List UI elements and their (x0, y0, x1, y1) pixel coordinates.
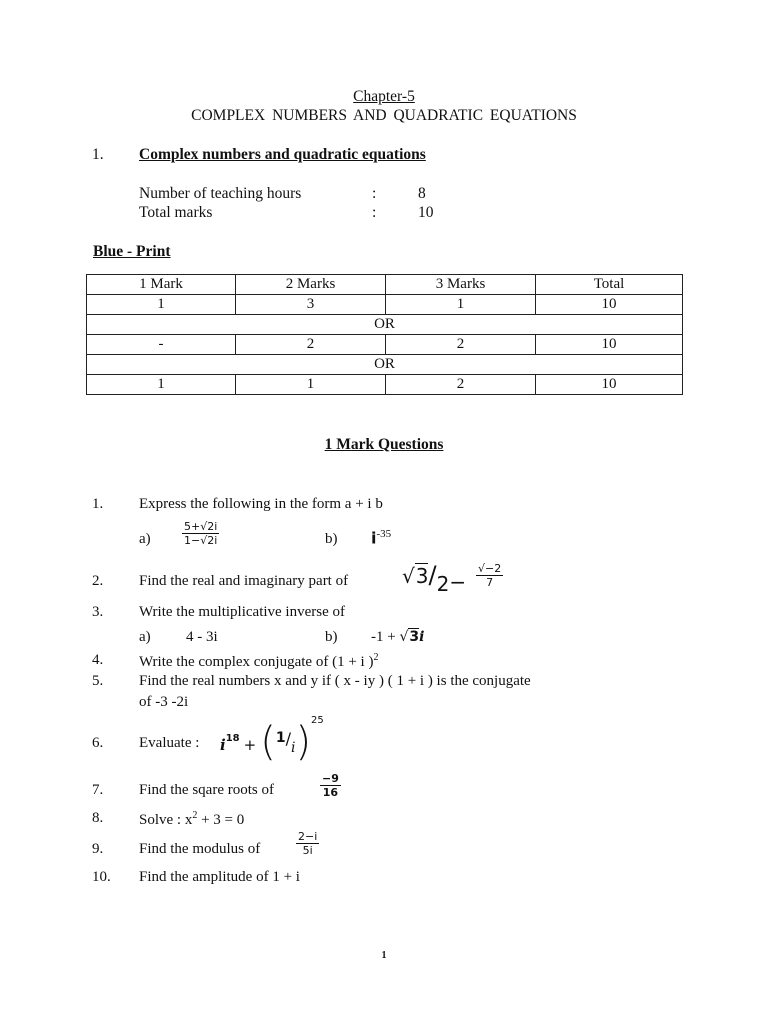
minus-sign: − (449, 570, 467, 594)
blueprint-title: Blue - Print (93, 243, 171, 260)
question-number: 3. (92, 604, 104, 620)
math-expression: √3/2− (402, 561, 467, 596)
power-base: i (371, 528, 377, 548)
inner-numerator: 1 (275, 729, 286, 746)
slash: / (428, 561, 437, 589)
table-cell: 1 (87, 295, 236, 315)
teaching-hours-colon: : (372, 185, 377, 202)
question-text: Find the real numbers x and y if ( x - iy ) ( 1 + i ) is the conjugate (139, 673, 531, 689)
fraction-numerator: 2−i (298, 830, 318, 843)
table-cell: 2 (386, 375, 536, 395)
page-title: COMPLEX NUMBERS AND QUADRATIC EQUATIONS (191, 107, 577, 124)
radicand: 3 (409, 629, 420, 645)
table-cell: 10 (536, 375, 683, 395)
math-expression: $i^{18} + (1/i)^{25}$ (220, 715, 324, 765)
fraction (476, 562, 503, 589)
teaching-hours-value: 8 (418, 185, 426, 202)
question-number: 6. (92, 735, 104, 751)
fraction (296, 830, 319, 857)
question-text: Express the following in the form a + i b (139, 496, 383, 512)
imaginary-unit: i (419, 629, 425, 645)
table-cell: 1 (87, 375, 236, 395)
one-mark-title: 1 Mark Questions (324, 436, 444, 453)
question-number: 2. (92, 573, 104, 589)
exponent: 2 (373, 652, 379, 663)
inner-denominator: i (290, 739, 296, 756)
option-text-part: -1 + (371, 629, 396, 645)
plus-sign: + (243, 735, 257, 754)
or-cell: OR (87, 355, 683, 375)
total-marks-label: Total marks (139, 204, 213, 221)
question-number: 9. (92, 841, 104, 857)
page-number: 1 (381, 950, 387, 961)
table-row (87, 375, 683, 395)
table-header-cell: Total (536, 275, 683, 295)
section-number: 1. (92, 146, 104, 163)
exponent: 2 (192, 810, 198, 821)
power-expression (371, 528, 391, 548)
table-cell: 2 (236, 335, 386, 355)
question-number: 1. (92, 496, 104, 512)
power-base: i (220, 735, 226, 754)
question-text: Find the amplitude of 1 + i (139, 869, 300, 885)
table-or-row (87, 315, 683, 335)
fraction-denominator: 5i (302, 844, 313, 857)
outer-exponent: 25 (311, 715, 324, 727)
table-row (87, 335, 683, 355)
question-number: 5. (92, 673, 104, 689)
table-header-cell: 2 Marks (236, 275, 386, 295)
table-header-row (87, 275, 683, 295)
chapter-label: Chapter-5 (353, 88, 415, 105)
option-text: 4 - 3i (186, 629, 218, 645)
fraction-denominator: 16 (322, 786, 339, 799)
question-text-continued: of -3 -2i (139, 694, 189, 710)
fraction (320, 772, 341, 799)
radicand: 3 (415, 564, 429, 588)
table-cell: 2 (386, 335, 536, 355)
fraction-numerator: −9 (322, 772, 339, 785)
fraction (182, 520, 219, 547)
question-text (139, 652, 378, 671)
question-text: Write the multiplicative inverse of (139, 604, 345, 620)
question-text-part: Solve : x (139, 812, 193, 828)
power-exponent: 18 (225, 733, 240, 745)
table-cell: 1 (386, 295, 536, 315)
option-label: b) (325, 629, 338, 645)
option-label: a) (139, 531, 151, 547)
question-number: 8. (92, 810, 104, 826)
option-label: b) (325, 531, 338, 547)
table-header-cell: 1 Mark (87, 275, 236, 295)
table-cell: 10 (536, 295, 683, 315)
question-text-end: + 3 = 0 (197, 812, 245, 828)
question-text: Evaluate : (139, 735, 200, 751)
table-row (87, 295, 683, 315)
option-label: a) (139, 629, 151, 645)
fraction-numerator: √−2 (478, 562, 502, 575)
table-cell: - (87, 335, 236, 355)
or-cell: OR (87, 315, 683, 335)
option-text: -1 + √3i (371, 629, 425, 645)
denominator: 2 (436, 572, 450, 596)
question-text: Find the sqare roots of (139, 782, 274, 798)
blueprint-table (86, 274, 683, 395)
teaching-hours-label: Number of teaching hours (139, 185, 302, 202)
question-text-part: Write the complex conjugate of (1 + i ) (139, 654, 374, 670)
question-number: 10. (92, 869, 111, 885)
question-number: 7. (92, 782, 104, 798)
question-text: Find the modulus of (139, 841, 261, 857)
question-number: 4. (92, 652, 104, 668)
total-marks-colon: : (372, 204, 377, 221)
power-exponent: -35 (376, 528, 392, 540)
table-cell: 3 (236, 295, 386, 315)
question-text (139, 810, 244, 829)
total-marks-value: 10 (418, 204, 434, 221)
fraction-denominator: 1−√2i (184, 534, 218, 547)
table-cell: 10 (536, 335, 683, 355)
section-heading: Complex numbers and quadratic equations (139, 146, 426, 163)
fraction-denominator: 7 (486, 576, 494, 589)
fraction-numerator: 5+√2i (184, 520, 218, 533)
question-text: Find the real and imaginary part of (139, 573, 349, 589)
table-cell: 1 (236, 375, 386, 395)
table-or-row (87, 355, 683, 375)
table-header-cell: 3 Marks (386, 275, 536, 295)
